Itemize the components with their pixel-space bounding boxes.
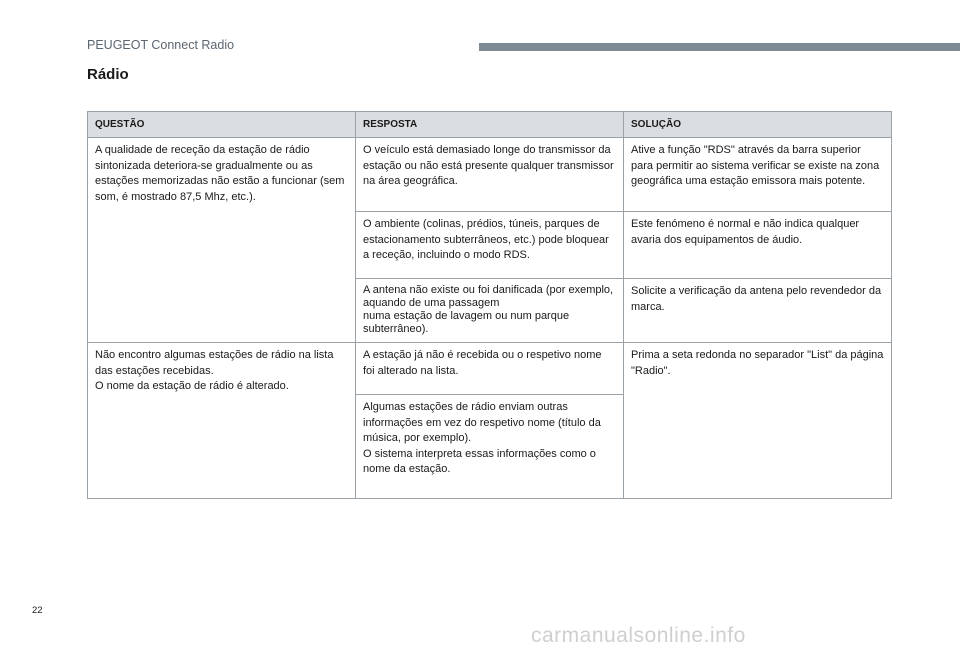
column-header-answer: RESPOSTA bbox=[356, 112, 624, 138]
answer-cell: O ambiente (colinas, prédios, túneis, parques de estacionamento subterrâneos, etc.) pode bloquear a receção, incluindo o modo RDS. bbox=[356, 212, 624, 279]
manual-title: PEUGEOT Connect Radio bbox=[87, 38, 235, 52]
answer-cell: O veículo está demasiado longe do transmissor da estação ou não está presente qualquer transmissor na área geográfica. bbox=[356, 138, 624, 212]
answer-cell: Algumas estações de rádio enviam outras informações em vez do respetivo nome (título da música, por exemplo). O sistema interpreta essas informações como o nome da estação. bbox=[356, 395, 624, 499]
solution-cell: Ative a função "RDS" através da barra superior para permitir ao sistema verificar se existe na zona geográfica uma estação emissora mais potente. bbox=[624, 138, 892, 212]
header-bar bbox=[479, 43, 960, 51]
table-row bbox=[88, 138, 892, 212]
column-header-question: QUESTÃO bbox=[88, 112, 356, 138]
answer-cell: A estação já não é recebida ou o respetivo nome foi alterado na lista. bbox=[356, 343, 624, 395]
solution-cell: Este fenómeno é normal e não indica qualquer avaria dos equipamentos de áudio. bbox=[624, 212, 892, 279]
solution-cell: Solicite a verificação da antena pelo revendedor da marca. bbox=[624, 279, 892, 343]
table-row bbox=[88, 343, 892, 395]
troubleshooting-table bbox=[87, 111, 892, 499]
watermark: carmanualsonline.info bbox=[531, 624, 746, 647]
solution-cell: Prima a seta redonda no separador "List" da página "Radio". bbox=[624, 343, 892, 499]
column-header-solution: SOLUÇÃO bbox=[624, 112, 892, 138]
table-header-row bbox=[88, 112, 892, 138]
question-cell: Não encontro algumas estações de rádio na lista das estações recebidas. O nome da estação de rádio é alterado. bbox=[88, 343, 356, 499]
question-cell: A qualidade de receção da estação de rádio sintonizada deteriora-se gradualmente ou as estações memorizadas não estão a funcionar (sem som, é mostrado 87,5 Mhz, etc.). bbox=[88, 138, 356, 343]
page-number: 22 bbox=[32, 605, 43, 616]
section-title: Rádio bbox=[87, 66, 129, 83]
answer-cell: A antena não existe ou foi danificada (por exemplo, aquando de uma passagem numa estação de lavagem ou num parque subterrâneo). bbox=[356, 279, 624, 343]
